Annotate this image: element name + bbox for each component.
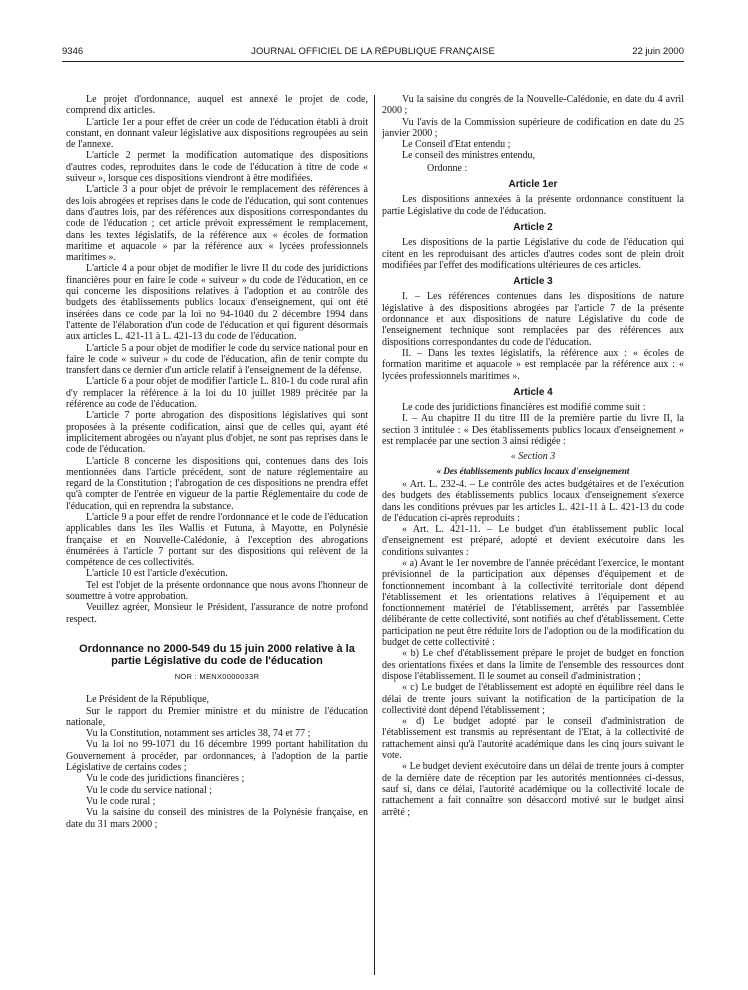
paragraph: Vu la saisine du conseil des ministres de la Polynésie française, en date du 31 mars 2000 ; xyxy=(66,807,368,830)
right-column xyxy=(382,94,684,818)
paragraph: L'article 1er a pour effet de créer un code de l'éducation établi à droit constant, en donnant valeur législative aux dispositions regroupées au sein de l'annexe. xyxy=(66,116,368,151)
article-4-heading: Article 4 xyxy=(513,386,553,398)
code-articles xyxy=(382,479,684,818)
article-3-heading: Article 3 xyxy=(513,276,553,288)
paragraph: L'article 4 a pour objet de modifier le livre II du code des juridictions financières pour en faire le code « suiveur » du code de l'éducation, en ce qui concerne les dispositions relatives à l'adoption et au contrôle des budgets des établissements publics locaux d'enseignement, qui ont été insérées dans ce code par la loi no 94-1040 du 2 décembre 1994 dans l'attente de l'élaboration d'un code de l'éducation et qui figurent désormais aux articles L. 421-11 à L. 421-13 du code de l'éducation. xyxy=(66,263,368,343)
paragraph: Vu le code rural ; xyxy=(86,795,156,807)
paragraph: Les dispositions annexées à la présente ordonnance constituent la partie Législative du code de l'éducation. xyxy=(382,194,684,217)
paragraph: Le conseil des ministres entendu, xyxy=(402,150,536,162)
paragraph: Le code des juridictions financières est modifié comme suit : xyxy=(402,402,646,414)
issue-date: 22 juin 2000 xyxy=(632,46,684,57)
paragraph: Le Conseil d'Etat entendu ; xyxy=(402,139,511,151)
paragraph: Tel est l'objet de la présente ordonnance que nous avons l'honneur de soumettre à votre approbation. xyxy=(66,579,368,603)
paragraph: L'article 9 a pour effet de rendre l'ordonnance et le code de l'éducation applicables dans les îles Wallis et Futuna, à Mayotte, en Polynésie française et en Nouvelle-Calédonie, à l'exception des abrogations énumérées à l'article 7 portant sur des dispositions qui relèvent de la compétence de ces collectivités. xyxy=(66,511,368,569)
paragraph: Les dispositions de la partie Législative du code de l'éducation qui citent en les reproduisant des articles d'autres codes sont de plein droit modifiées par l'effet des modifications ultérieures de ces articles. xyxy=(382,237,684,271)
paragraph: Vu le code du service national ; xyxy=(86,784,213,796)
paragraph: L'article 8 concerne les dispositions qui, contenues dans des lois mentionnées dans l'article précédent, sont de nature réglementaire au regard de la Constitution ; l'abrogation de ces dispositions ne prendra effet qu'à compter de l'entrée en vigueur de la partie Réglementaire du code de l'éducation, qui en reprendra la substance. xyxy=(66,455,368,512)
visa-paragraphs-continued xyxy=(382,94,684,162)
paragraph: Vu la loi no 99-1071 du 16 décembre 1999 portant habilitation du Gouvernement à procéder, par ordonnances, à l'adoption de la partie Législative de certains codes ; xyxy=(66,739,368,774)
page-header xyxy=(62,42,684,60)
paragraph: « c) Le budget de l'établissement est adopté en équilibre réel dans le délai de trente jours suivant la notification de la participation de la collectivité dont dépend l'établissement ; xyxy=(382,682,684,716)
ordonnance-title: Ordonnance no 2000-549 du 15 juin 2000 relative à la partie Législative du code de l'éducation xyxy=(79,642,355,668)
ordonne-label: Ordonne : xyxy=(427,162,468,174)
nor-reference: NOR : MENX0000033R xyxy=(174,671,260,681)
paragraph: Veuillez agréer, Monsieur le Président, l'assurance de notre profond respect. xyxy=(66,602,368,625)
paragraph: Vu l'avis de la Commission supérieure de codification en date du 25 janvier 2000 ; xyxy=(382,116,684,139)
paragraph: « Art. L. 421-11. – Le budget d'un établissement public local d'enseignement est préparé, adopté et devient exécutoire dans les conditions suivantes : xyxy=(382,524,684,558)
article-2-heading: Article 2 xyxy=(513,221,553,233)
article-3-body xyxy=(382,291,684,381)
visa-paragraphs xyxy=(66,694,368,830)
paragraph: « Le budget devient exécutoire dans un délai de trente jours à compter de la dernière date de réception par les autorités mentionnées ci-dessus, sauf si, dans ce délai, l'autorité académique ou la collectivité locale de rattachement a fait connaître son désaccord motivé sur le budget ainsi arrêté ; xyxy=(382,761,684,818)
article-1-body xyxy=(382,194,684,217)
paragraph: « b) Le chef d'établissement prépare le projet de budget en fonction des orientations fixées et dans la limite de l'ensemble des ressources dont dispose l'établissement. Il le soumet au conseil d'administration ; xyxy=(382,648,684,682)
header-rule xyxy=(62,61,684,62)
paragraph: L'article 6 a pour objet de modifier l'article L. 810-1 du code rural afin d'y remplacer la référence à la loi du 10 juillet 1989 précitée par la référence au code de l'éducation. xyxy=(66,376,368,411)
paragraph: I. – Les références contenues dans les dispositions de nature législative à des dispositions abrogées par l'article 7 de la présente ordonnance et aux dispositions de nature Législative du code de l'enseignement technique sont remplacées par des références aux dispositions correspondantes du code de l'éducation. xyxy=(382,291,684,348)
paragraph: Sur le rapport du Premier ministre et du ministre de l'éducation nationale, xyxy=(66,705,368,728)
journal-title: JOURNAL OFFICIEL DE LA RÉPUBLIQUE FRANÇAISE xyxy=(251,46,495,57)
paragraph: L'article 7 porte abrogation des dispositions législatives qui sont proposées à la présente codification, ainsi que de celles qui, ayant été implicitement abrogées ou n'ayant plus d'objet, ne sont pas reprises dans le code de l'éducation. xyxy=(66,410,368,456)
left-column xyxy=(66,94,368,830)
page-number: 9346 xyxy=(62,46,84,57)
paragraph: Vu la Constitution, notamment ses articles 38, 74 et 77 ; xyxy=(86,728,311,740)
paragraph: Le projet d'ordonnance, auquel est annexé le projet de code, comprend dix articles. xyxy=(66,94,368,117)
paragraph: « d) Le budget adopté par le conseil d'administration de l'établissement est transmis au représentant de l'Etat, à la collectivité de rattachement ainsi qu'à l'autorité académique dans les cinq jours suivant le vote. xyxy=(382,716,684,762)
article-1-heading: Article 1er xyxy=(508,179,558,191)
paragraph: « Art. L. 232-4. – Le contrôle des actes budgétaires et de l'exécution des budgets des établissements publics locaux d'enseignement s'exerce dans les conditions prévues par les articles L. 421-11 à L. 421-13 du code de l'éducation ci-après reproduits : xyxy=(382,478,684,524)
report-paragraphs xyxy=(66,94,368,625)
paragraph: « a) Avant le 1er novembre de l'année précédant l'exercice, le montant prévisionnel de la participation aux dépenses d'équipement et de fonctionnement incombant à la collectivité territoriale dont dépend l'établissement et les orientations relatives à l'équipement et au fonctionnement matériel de l'établissement, arrêtés par l'assemblée délibérante de cette collectivité, sont notifiés au chef d'établissement. Cette participation ne peut être réduite lors de l'adoption ou de la modification du budget de cette collectivité : xyxy=(382,557,684,649)
paragraph: L'article 3 a pour objet de prévoir le remplacement des références à des lois abrogées et reprises dans le code de l'éducation, qui sont contenues dans d'autres lois, par des références aux dispositions correspondantes du code de l'éducation ; cet article prévoit expressément le remplacement, dans les textes législatifs, de la référence aux « écoles de formation maritime et aquacole » par la référence aux « lycées professionnels maritimes ». xyxy=(66,184,368,264)
section-heading: « Section 3 xyxy=(510,451,556,463)
section-subheading: « Des établissements publics locaux d'enseignement xyxy=(436,465,630,476)
paragraph: Le Président de la République, xyxy=(86,694,210,706)
article-2-body xyxy=(382,237,684,271)
column-divider xyxy=(374,95,375,975)
paragraph: I. – Au chapitre II du titre III de la première partie du livre II, la section 3 intitulée : « Des établissements publics locaux d'enseignement » est remplacée par une section 3 ainsi rédigée : xyxy=(382,413,684,448)
article-4-body xyxy=(382,402,684,447)
paragraph: L'article 2 permet la modification automatique des dispositions d'autres codes, reproduites dans le code de l'éducation à titre de code « suiveur », lorsque ces dispositions viendront à être modifiées. xyxy=(66,150,368,185)
paragraph: L'article 5 a pour objet de modifier le code du service national pour en faire le code « suiveur » du code de l'éducation, afin de tenir compte du transfert dans ce dernier d'un article relatif à l'enseignement de la défense. xyxy=(66,342,368,377)
paragraph: Vu la saisine du congrès de la Nouvelle-Calédonie, en date du 4 avril 2000 ; xyxy=(382,94,684,117)
paragraph: II. – Dans les textes législatifs, la référence aux : « écoles de formation maritime et aquacole » est remplacée par la référence aux : « lycées professionnels maritimes ». xyxy=(382,347,684,382)
paragraph: Vu le code des juridictions financières ; xyxy=(86,773,245,785)
paragraph: L'article 10 est l'article d'exécution. xyxy=(86,568,228,580)
